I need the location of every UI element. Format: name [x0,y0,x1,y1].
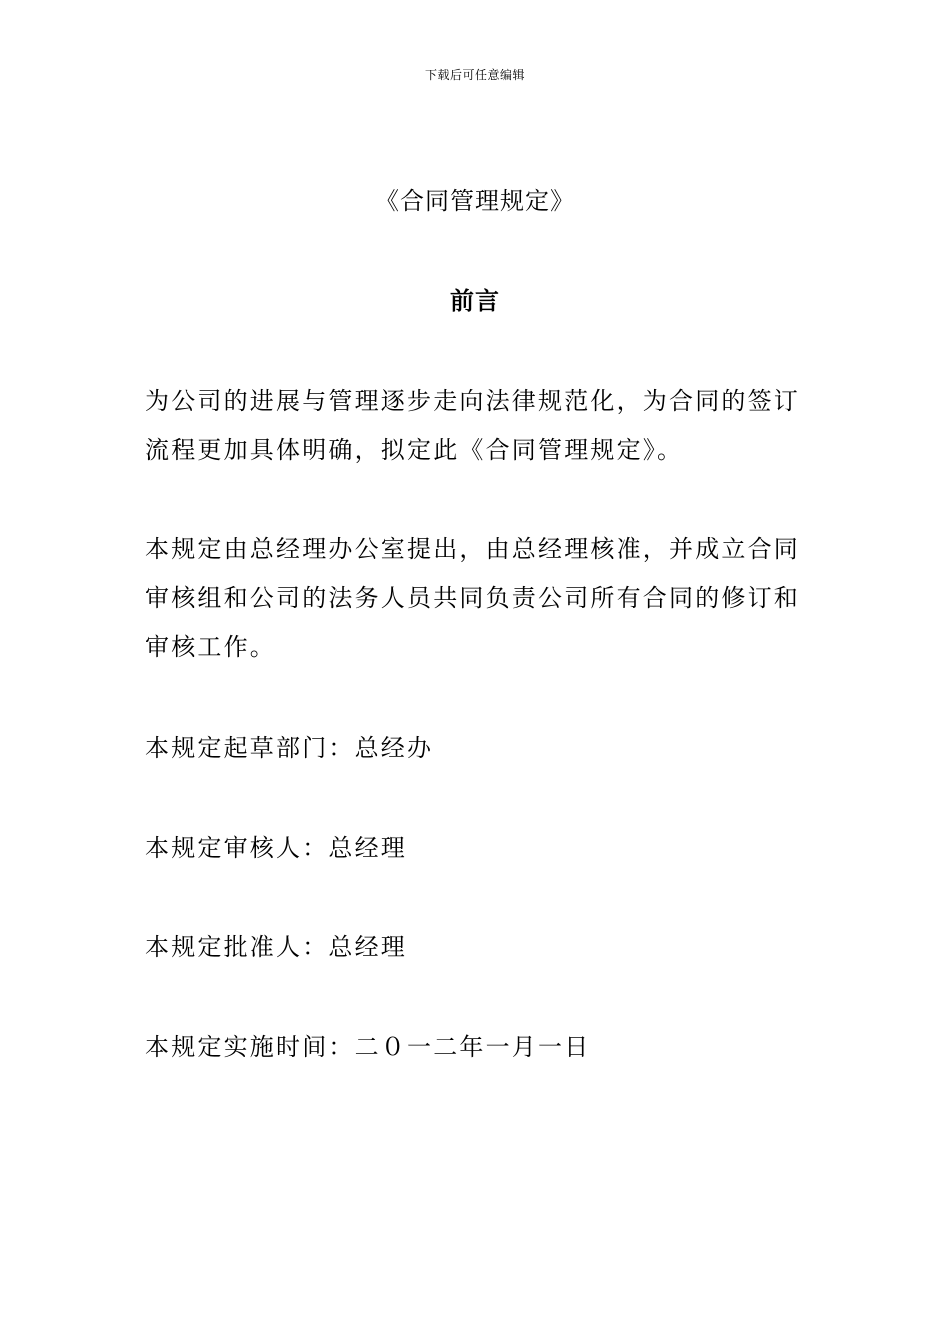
paragraph-line: 审核组和公司的法务人员共同负责公司所有合同的修订和 [145,584,800,612]
drafting-department-line: 本规定起草部门：总经办 [145,734,434,762]
preface-paragraph-1 [145,377,815,475]
header-note: 下载后可任意编辑 [424,68,525,82]
paragraph-line: 流程更加具体明确，拟定此《合同管理规定》。 [145,436,684,464]
document-title: 《合同管理规定》 [375,187,575,215]
paragraph-line: 为公司的进展与管理逐步走向法律规范化，为合同的签订 [145,387,800,415]
paragraph-line: 本规定由总经理办公室提出，由总经理核准，并成立合同 [145,535,800,563]
reviewer-line: 本规定审核人：总经理 [145,834,407,862]
paragraph-line: 审核工作。 [145,633,276,661]
effective-date-line: 本规定实施时间：二０一二年一月一日 [145,1033,591,1061]
section-title-preface: 前言 [450,286,500,315]
preface-paragraph-2 [145,525,815,672]
approver-line: 本规定批准人：总经理 [145,933,407,961]
